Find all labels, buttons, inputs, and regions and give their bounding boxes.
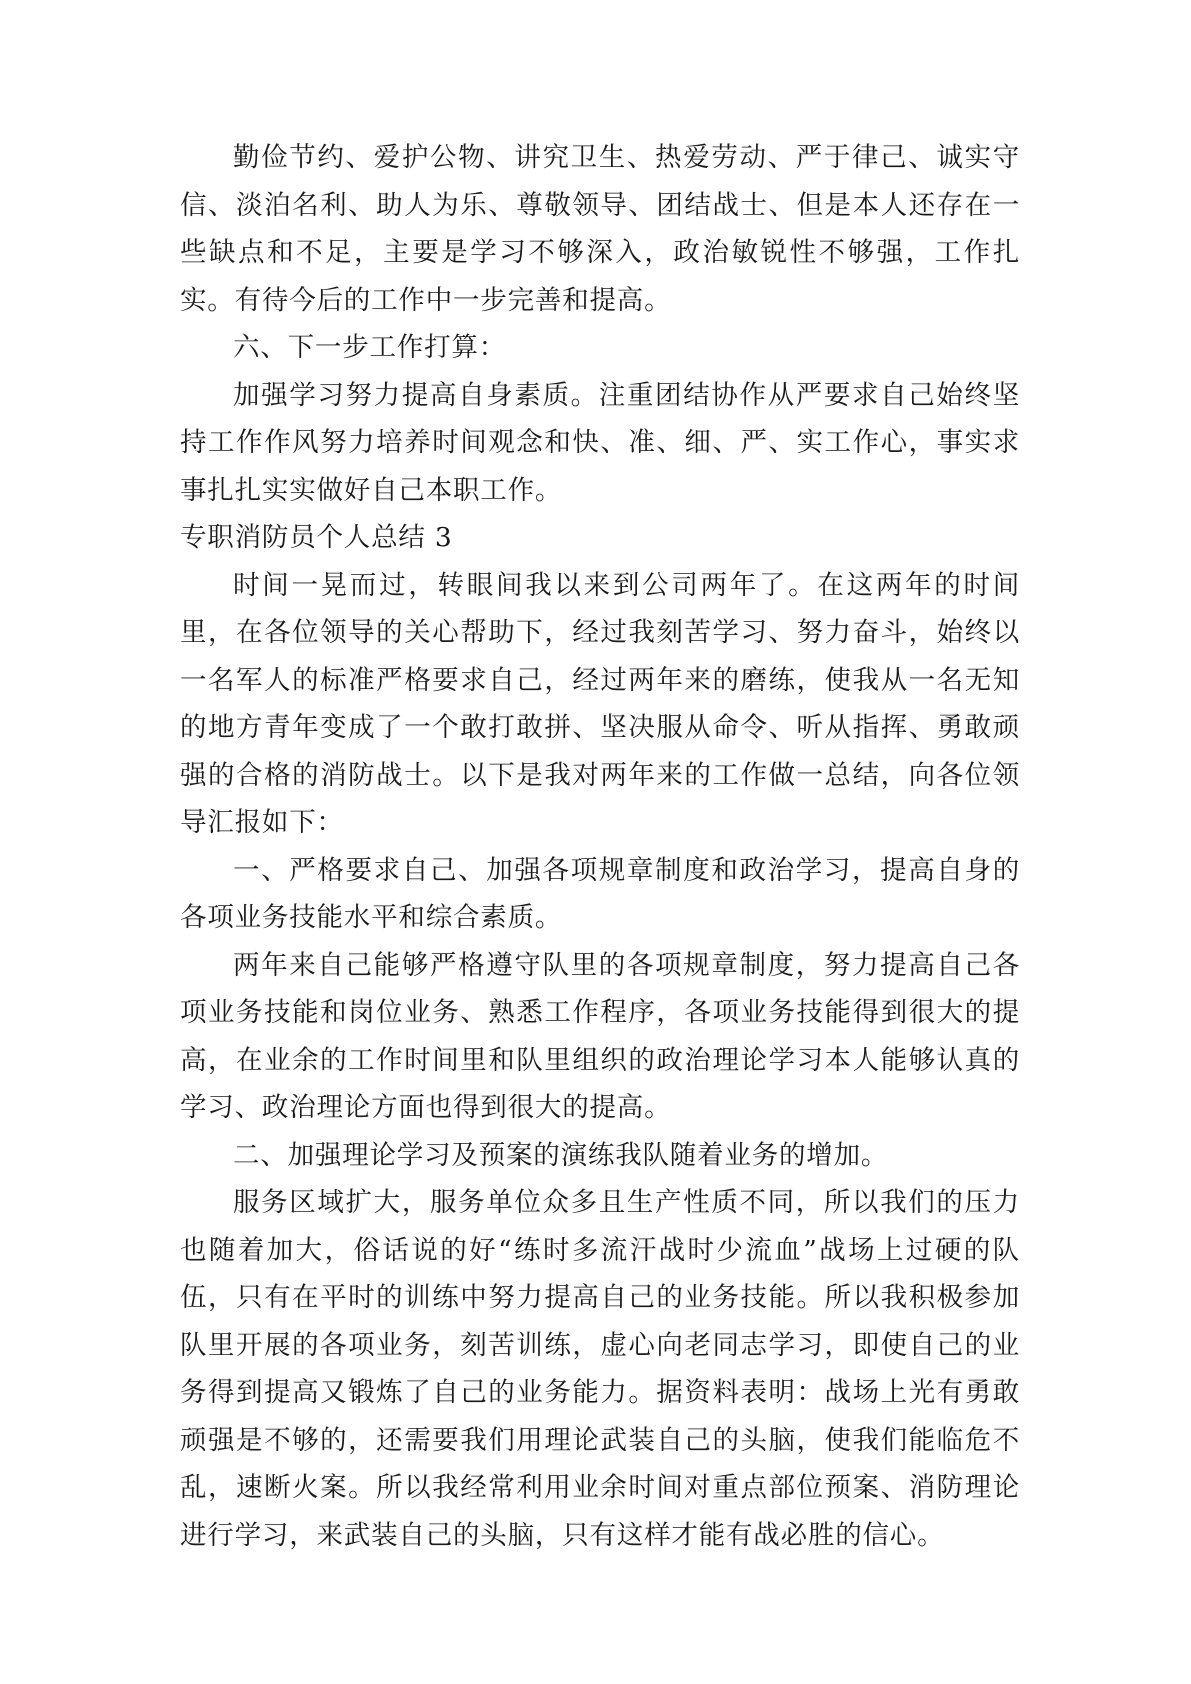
paragraph-rules: 两年来自己能够严格遵守队里的各项规章制度，努力提高自己各项业务技能和岗位业务、熟悉工作程序，各项业务技能得到很大的提高，在业余的工作时间里和队里组织的政治理论学习本人能够认真的学习、政治理论方面也得到很大的提高。 <box>180 949 1020 1123</box>
document-title: 专职消防员个人总结 3 <box>180 522 453 553</box>
section-heading-one: 一、严格要求自己、加强各项规章制度和政治学习，提高自身的各项业务技能水平和综合素质。 <box>180 854 1020 933</box>
document-body <box>180 134 1020 1559</box>
paragraph-training: 服务区域扩大，服务单位众多且生产性质不同，所以我们的压力也随着加大，俗话说的好“练时多流汗战时少流血”战场上过硬的队伍，只有在平时的训练中努力提高自己的业务技能。所以我积极参加队里开展的各项业务，刻苦训练，虚心向老同志学习，即使自己的业务得到提高又锻炼了自己的业务能力。据资料表明：战场上光有勇敢顽强是不够的，还需要我们用理论武装自己的头脑，使我们能临危不乱，速断火案。所以我经常利用业余时间对重点部位预案、消防理论进行学习，来武装自己的头脑，只有这样才能有战必胜的信心。 <box>180 1187 1020 1551</box>
section-heading-two: 二、加强理论学习及预案的演练我队随着业务的增加。 <box>233 1139 889 1171</box>
paragraph-next-plan: 加强学习努力提高自身素质。注重团结协作从严要求自己始终坚持工作作风努力培养时间观念和快、准、细、严、实工作心，事实求事扎扎实实做好自己本职工作。 <box>180 379 1020 506</box>
paragraph-intro: 时间一晃而过，转眼间我以来到公司两年了。在这两年的时间里，在各位领导的关心帮助下，经过我刻苦学习、努力奋斗，始终以一名军人的标准严格要求自己，经过两年来的磨练，使我从一名无知的地方青年变成了一个敢打敢拼、坚决服从命令、听从指挥、勇敢顽强的合格的消防战士。以下是我对两年来的工作做一总结，向各位领导汇报如下： <box>180 569 1020 838</box>
paragraph-virtues: 勤俭节约、爱护公物、讲究卫生、热爱劳动、严于律己、诚实守信、淡泊名利、助人为乐、尊敬领导、团结战士、但是本人还存在一些缺点和不足，主要是学习不够深入，政治敏锐性不够强，工作扎实。有待今后的工作中一步完善和提高。 <box>180 142 1020 316</box>
section-heading-next-plan: 六、下一步工作打算： <box>233 332 506 363</box>
